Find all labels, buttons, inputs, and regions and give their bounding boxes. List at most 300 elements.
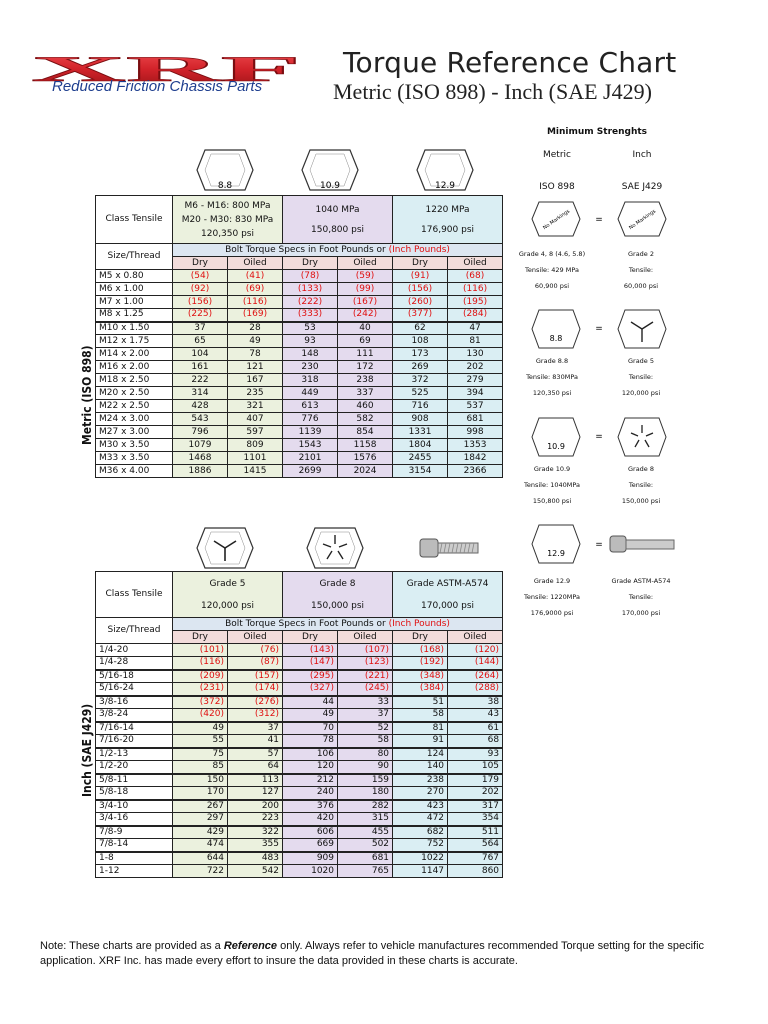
size-cell: M6 x 1.00 <box>96 283 173 296</box>
torque-cell: 297 <box>173 813 228 826</box>
torque-cell: (174) <box>228 683 283 696</box>
table-row <box>96 426 503 439</box>
table-row <box>96 826 503 839</box>
grade-8-info: Grade 8 Tensile: 150,000 psi <box>621 465 661 505</box>
torque-cell: 70 <box>283 722 338 735</box>
grade-12.9-ref-head-icon <box>532 525 580 563</box>
torque-cell: 235 <box>228 387 283 400</box>
torque-cell: (195) <box>448 296 503 309</box>
equals-sign: = <box>595 324 603 334</box>
torque-cell: 860 <box>448 865 503 878</box>
torque-cell: 322 <box>228 826 283 839</box>
torque-cell: 582 <box>338 413 393 426</box>
equals-sign: = <box>595 215 603 225</box>
metric-side-label: Metric (ISO 898) <box>80 345 94 445</box>
torque-cell: 68 <box>448 735 503 748</box>
grade-8.8-info: Grade 8.8 Tensile: 830MPa 120,350 psi <box>526 357 578 397</box>
table-row <box>96 387 503 400</box>
torque-cell: (157) <box>228 670 283 683</box>
torque-cell: 47 <box>448 322 503 335</box>
torque-cell: 80 <box>338 748 393 761</box>
size-cell: M33 x 3.50 <box>96 452 173 465</box>
torque-cell: 394 <box>448 387 503 400</box>
torque-cell: 279 <box>448 374 503 387</box>
torque-cell: 240 <box>283 787 338 800</box>
metric-torque-table <box>95 195 503 478</box>
logo-tagline: Reduced Friction Chassis Parts <box>52 78 263 95</box>
torque-cell: 537 <box>448 400 503 413</box>
size-cell: M7 x 1.00 <box>96 296 173 309</box>
grade-8-ref-head-icon <box>618 418 666 456</box>
torque-cell: 321 <box>228 400 283 413</box>
torque-cell: 854 <box>338 426 393 439</box>
table-row <box>96 748 503 761</box>
inch-col-header: Inch <box>632 150 652 160</box>
table-row <box>96 270 503 283</box>
torque-cell: (101) <box>173 644 228 657</box>
torque-cell: 105 <box>448 761 503 774</box>
size-cell: M12 x 1.75 <box>96 335 173 348</box>
torque-cell: 423 <box>393 800 448 813</box>
torque-cell: 130 <box>448 348 503 361</box>
dry-header: Dry <box>173 631 228 644</box>
size-cell: 3/8-16 <box>96 696 173 709</box>
torque-cell: 1842 <box>448 452 503 465</box>
size-cell: M18 x 2.50 <box>96 374 173 387</box>
size-cell: M10 x 1.50 <box>96 322 173 335</box>
table-row <box>96 413 503 426</box>
torque-cell: 2366 <box>448 465 503 478</box>
torque-cell: (312) <box>228 709 283 722</box>
torque-cell: 429 <box>173 826 228 839</box>
size-cell: 7/16-14 <box>96 722 173 735</box>
inch-torque-table <box>95 571 503 878</box>
table-row <box>96 839 503 852</box>
torque-cell: 61 <box>448 722 503 735</box>
size-cell: M30 x 3.50 <box>96 439 173 452</box>
torque-cell: 1022 <box>393 852 448 865</box>
torque-cell: 93 <box>448 748 503 761</box>
torque-cell: (59) <box>338 270 393 283</box>
torque-cell: 542 <box>228 865 283 878</box>
torque-cell: 28 <box>228 322 283 335</box>
torque-cell: 140 <box>393 761 448 774</box>
disclaimer-note: Note: These charts are provided as a Reference only. Always refer to vehicle manufactures recommended Torque setting for the specific application. XRF Inc. has made every effort to insure the data provided in these charts is accurate. <box>40 940 705 967</box>
svg-text:8.8: 8.8 <box>549 334 563 343</box>
torque-cell: 460 <box>338 400 393 413</box>
torque-cell: (295) <box>283 670 338 683</box>
torque-cell: 52 <box>338 722 393 735</box>
torque-cell: 2699 <box>283 465 338 478</box>
grade-12.9-mark: 12.9 <box>434 181 456 191</box>
svg-text:No Markings: No Markings <box>542 208 572 232</box>
torque-cell: (276) <box>228 696 283 709</box>
torque-cell: 37 <box>173 322 228 335</box>
torque-cell: 167 <box>228 374 283 387</box>
table-row <box>96 296 503 309</box>
size-cell: M22 x 2.50 <box>96 400 173 413</box>
table-row <box>96 800 503 813</box>
size-cell: 7/16-20 <box>96 735 173 748</box>
torque-cell: 282 <box>338 800 393 813</box>
torque-cell: (116) <box>448 283 503 296</box>
torque-cell: 179 <box>448 774 503 787</box>
torque-cell: (54) <box>173 270 228 283</box>
torque-cell: 267 <box>173 800 228 813</box>
size-cell: 5/16-18 <box>96 670 173 683</box>
torque-cell: 317 <box>448 800 503 813</box>
torque-cell: (76) <box>228 644 283 657</box>
size-cell: M20 x 2.50 <box>96 387 173 400</box>
torque-cell: 428 <box>173 400 228 413</box>
class-tensile-label: Class Tensile <box>96 572 173 618</box>
torque-cell: 40 <box>338 322 393 335</box>
torque-cell: 474 <box>173 839 228 852</box>
torque-cell: (420) <box>173 709 228 722</box>
table-row <box>96 439 503 452</box>
size-cell: M5 x 0.80 <box>96 270 173 283</box>
socket-cap-screw-icon <box>420 539 478 557</box>
table-row <box>96 865 503 878</box>
socket-cap-screw-ref-icon <box>610 536 674 552</box>
dry-header: Dry <box>283 631 338 644</box>
size-cell: 1/2-20 <box>96 761 173 774</box>
table-row <box>96 761 503 774</box>
torque-cell: 170 <box>173 787 228 800</box>
torque-cell: 1020 <box>283 865 338 878</box>
torque-cell: (192) <box>393 657 448 670</box>
inch-side-label: Inch (SAE J429) <box>80 703 94 797</box>
torque-cell: 682 <box>393 826 448 839</box>
grade-10.9-tensile: 1040 MPa 150,800 psi <box>283 196 393 244</box>
torque-cell: 449 <box>283 387 338 400</box>
torque-cell: 106 <box>283 748 338 761</box>
torque-cell: 91 <box>393 735 448 748</box>
torque-cell: 1331 <box>393 426 448 439</box>
svg-text:10.9: 10.9 <box>547 442 565 451</box>
torque-cell: 716 <box>393 400 448 413</box>
torque-cell: 318 <box>283 374 338 387</box>
torque-cell: 238 <box>393 774 448 787</box>
grade-10.9-mark: 10.9 <box>319 181 341 191</box>
torque-cell: 51 <box>393 696 448 709</box>
torque-cell: (168) <box>393 644 448 657</box>
torque-cell: 355 <box>228 839 283 852</box>
torque-cell: 212 <box>283 774 338 787</box>
torque-cell: (41) <box>228 270 283 283</box>
iso-header: ISO 898 <box>539 182 575 192</box>
torque-cell: 43 <box>448 709 503 722</box>
size-cell: M24 x 3.00 <box>96 413 173 426</box>
table-row <box>96 670 503 683</box>
size-cell: 5/8-18 <box>96 787 173 800</box>
size-cell: M36 x 4.00 <box>96 465 173 478</box>
dry-header: Dry <box>393 631 448 644</box>
torque-cell: 1576 <box>338 452 393 465</box>
torque-cell: (348) <box>393 670 448 683</box>
torque-cell: 796 <box>173 426 228 439</box>
torque-cell: 113 <box>228 774 283 787</box>
torque-cell: 564 <box>448 839 503 852</box>
grade-2-info: Grade 2 Tensile: 60,000 psi <box>623 250 659 290</box>
torque-cell: 314 <box>173 387 228 400</box>
torque-cell: 173 <box>393 348 448 361</box>
metric-grade-heads <box>190 146 500 194</box>
grade-5-ref-head-icon <box>618 310 666 348</box>
size-cell: 1/4-20 <box>96 644 173 657</box>
torque-cell: 597 <box>228 426 283 439</box>
torque-cell: 407 <box>228 413 283 426</box>
torque-cell: 81 <box>393 722 448 735</box>
torque-cell: (133) <box>283 283 338 296</box>
hex-head-12.9-icon <box>417 150 473 191</box>
torque-cell: 1147 <box>393 865 448 878</box>
torque-cell: (147) <box>283 657 338 670</box>
no-markings-metric-head-icon <box>532 202 580 236</box>
torque-cell: 49 <box>173 722 228 735</box>
hex-head-8.8-icon <box>197 150 253 191</box>
torque-cell: 1079 <box>173 439 228 452</box>
torque-cell: 65 <box>173 335 228 348</box>
equals-sign: = <box>595 540 603 550</box>
size-cell: 1/2-13 <box>96 748 173 761</box>
torque-cell: 2455 <box>393 452 448 465</box>
torque-cell: 1468 <box>173 452 228 465</box>
torque-cell: (156) <box>173 296 228 309</box>
torque-cell: (333) <box>283 309 338 322</box>
table-row <box>96 852 503 865</box>
class-tensile-label: Class Tensile <box>96 196 173 244</box>
torque-cell: 180 <box>338 787 393 800</box>
torque-cell: 722 <box>173 865 228 878</box>
metric-col-header: Metric <box>543 150 571 160</box>
torque-cell: 78 <box>283 735 338 748</box>
torque-cell: 148 <box>283 348 338 361</box>
torque-cell: (91) <box>393 270 448 283</box>
torque-cell: (377) <box>393 309 448 322</box>
torque-cell: (372) <box>173 696 228 709</box>
size-cell: M8 x 1.25 <box>96 309 173 322</box>
equals-sign: = <box>595 432 603 442</box>
torque-cell: (242) <box>338 309 393 322</box>
torque-cell: (120) <box>448 644 503 657</box>
dry-header: Dry <box>283 257 338 270</box>
torque-cell: 483 <box>228 852 283 865</box>
torque-cell: (144) <box>448 657 503 670</box>
torque-cell: (116) <box>173 657 228 670</box>
size-thread-label: Size/Thread <box>96 618 173 644</box>
torque-cell: (99) <box>338 283 393 296</box>
torque-cell: 511 <box>448 826 503 839</box>
dry-header: Dry <box>393 257 448 270</box>
grade-8.8-tensile: M6 - M16: 800 MPa M20 - M30: 830 MPa 120,350 psi <box>173 196 283 244</box>
torque-cell: 81 <box>448 335 503 348</box>
torque-cell: 38 <box>448 696 503 709</box>
torque-cell: (327) <box>283 683 338 696</box>
table-row <box>96 657 503 670</box>
torque-cell: 644 <box>173 852 228 865</box>
spec-header: Bolt Torque Specs in Foot Pounds or (Inch Pounds) <box>173 618 503 631</box>
torque-cell: (69) <box>228 283 283 296</box>
torque-cell: 93 <box>283 335 338 348</box>
table-row <box>96 374 503 387</box>
grade-8-head-icon <box>307 528 363 568</box>
torque-cell: 238 <box>338 374 393 387</box>
hex-head-10.9-icon <box>302 150 358 191</box>
torque-cell: 172 <box>338 361 393 374</box>
torque-cell: 202 <box>448 787 503 800</box>
dry-header: Dry <box>173 257 228 270</box>
torque-cell: 37 <box>338 709 393 722</box>
oiled-header: Oiled <box>228 257 283 270</box>
size-cell: 5/16-24 <box>96 683 173 696</box>
oiled-header: Oiled <box>338 257 393 270</box>
torque-cell: 150 <box>173 774 228 787</box>
torque-cell: (123) <box>338 657 393 670</box>
torque-cell: (167) <box>338 296 393 309</box>
torque-cell: 765 <box>338 865 393 878</box>
size-cell: 7/8-9 <box>96 826 173 839</box>
torque-cell: 55 <box>173 735 228 748</box>
torque-cell: 1543 <box>283 439 338 452</box>
table-row <box>96 452 503 465</box>
torque-cell: 376 <box>283 800 338 813</box>
svg-text:No Markings: No Markings <box>628 208 658 232</box>
torque-cell: (225) <box>173 309 228 322</box>
torque-cell: (221) <box>338 670 393 683</box>
torque-cell: 2024 <box>338 465 393 478</box>
size-cell: 3/8-24 <box>96 709 173 722</box>
torque-cell: 222 <box>173 374 228 387</box>
page-subtitle: Metric (ISO 898) - Inch (SAE J429) <box>333 79 652 104</box>
torque-cell: 909 <box>283 852 338 865</box>
table-row <box>96 348 503 361</box>
torque-cell: 1139 <box>283 426 338 439</box>
oiled-header: Oiled <box>338 631 393 644</box>
torque-cell: 669 <box>283 839 338 852</box>
table-row <box>96 735 503 748</box>
min-strengths-title: Minimum Strenghts <box>546 127 648 137</box>
torque-cell: 908 <box>393 413 448 426</box>
torque-cell: 502 <box>338 839 393 852</box>
torque-cell: 269 <box>393 361 448 374</box>
torque-cell: 2101 <box>283 452 338 465</box>
torque-cell: (68) <box>448 270 503 283</box>
grade-8-tensile: Grade 8 150,000 psi <box>283 572 393 618</box>
torque-cell: 315 <box>338 813 393 826</box>
torque-cell: 41 <box>228 735 283 748</box>
torque-cell: 230 <box>283 361 338 374</box>
table-row <box>96 709 503 722</box>
torque-cell: (222) <box>283 296 338 309</box>
torque-cell: (169) <box>228 309 283 322</box>
grade-5-info: Grade 5 Tensile: 120,000 psi <box>621 357 661 397</box>
grade-5-tensile: Grade 5 120,000 psi <box>173 572 283 618</box>
torque-cell: 809 <box>228 439 283 452</box>
torque-cell: 1158 <box>338 439 393 452</box>
torque-cell: 33 <box>338 696 393 709</box>
torque-cell: 270 <box>393 787 448 800</box>
spec-header: Bolt Torque Specs in Foot Pounds or (Inch Pounds) <box>173 244 503 257</box>
torque-cell: (264) <box>448 670 503 683</box>
size-cell: M14 x 2.00 <box>96 348 173 361</box>
grade-4-8-info: Grade 4, 8 (4.6, 5.8) Tensile: 429 MPa 60,900 psi <box>518 250 586 290</box>
sae-header: SAE J429 <box>621 182 663 192</box>
grade-10.9-info: Grade 10.9 Tensile: 1040MPa 150,800 psi <box>524 465 580 505</box>
size-cell: 3/4-16 <box>96 813 173 826</box>
grade-astm-a574-info: Grade ASTM-A574 Tensile: 170,000 psi <box>611 577 671 617</box>
torque-cell: 613 <box>283 400 338 413</box>
torque-cell: (260) <box>393 296 448 309</box>
table-row <box>96 465 503 478</box>
table-row <box>96 774 503 787</box>
torque-cell: 455 <box>338 826 393 839</box>
size-cell: 5/8-11 <box>96 774 173 787</box>
torque-cell: 120 <box>283 761 338 774</box>
torque-cell: 121 <box>228 361 283 374</box>
torque-cell: (209) <box>173 670 228 683</box>
table-row <box>96 335 503 348</box>
torque-cell: 767 <box>448 852 503 865</box>
size-cell: 3/4-10 <box>96 800 173 813</box>
size-cell: 1-8 <box>96 852 173 865</box>
torque-cell: 62 <box>393 322 448 335</box>
torque-cell: (384) <box>393 683 448 696</box>
grade-5-head-icon <box>197 528 253 568</box>
torque-cell: 58 <box>338 735 393 748</box>
torque-cell: 420 <box>283 813 338 826</box>
torque-cell: 1353 <box>448 439 503 452</box>
table-row <box>96 722 503 735</box>
torque-cell: 202 <box>448 361 503 374</box>
torque-cell: (92) <box>173 283 228 296</box>
torque-cell: 69 <box>338 335 393 348</box>
torque-cell: 75 <box>173 748 228 761</box>
table-row <box>96 309 503 322</box>
size-cell: M16 x 2.00 <box>96 361 173 374</box>
torque-cell: (288) <box>448 683 503 696</box>
torque-cell: 53 <box>283 322 338 335</box>
torque-cell: 354 <box>448 813 503 826</box>
grade-8.8-ref-head-icon <box>532 310 580 348</box>
grade-12.9-info: Grade 12.9 Tensile: 1220MPa 176,9000 psi <box>524 577 580 617</box>
svg-text:12.9: 12.9 <box>547 549 565 558</box>
torque-cell: 49 <box>283 709 338 722</box>
torque-cell: 681 <box>448 413 503 426</box>
torque-cell: (107) <box>338 644 393 657</box>
torque-cell: 111 <box>338 348 393 361</box>
no-markings-inch-head-icon <box>618 202 666 236</box>
torque-cell: 104 <box>173 348 228 361</box>
table-row <box>96 813 503 826</box>
torque-cell: 58 <box>393 709 448 722</box>
torque-cell: 372 <box>393 374 448 387</box>
torque-cell: 44 <box>283 696 338 709</box>
torque-cell: 64 <box>228 761 283 774</box>
size-thread-label: Size/Thread <box>96 244 173 270</box>
torque-cell: (143) <box>283 644 338 657</box>
torque-cell: (87) <box>228 657 283 670</box>
table-row <box>96 400 503 413</box>
torque-cell: 1804 <box>393 439 448 452</box>
inch-grade-heads <box>190 525 500 571</box>
torque-cell: 57 <box>228 748 283 761</box>
torque-cell: 161 <box>173 361 228 374</box>
table-row <box>96 683 503 696</box>
torque-cell: 49 <box>228 335 283 348</box>
torque-cell: 108 <box>393 335 448 348</box>
torque-cell: 776 <box>283 413 338 426</box>
